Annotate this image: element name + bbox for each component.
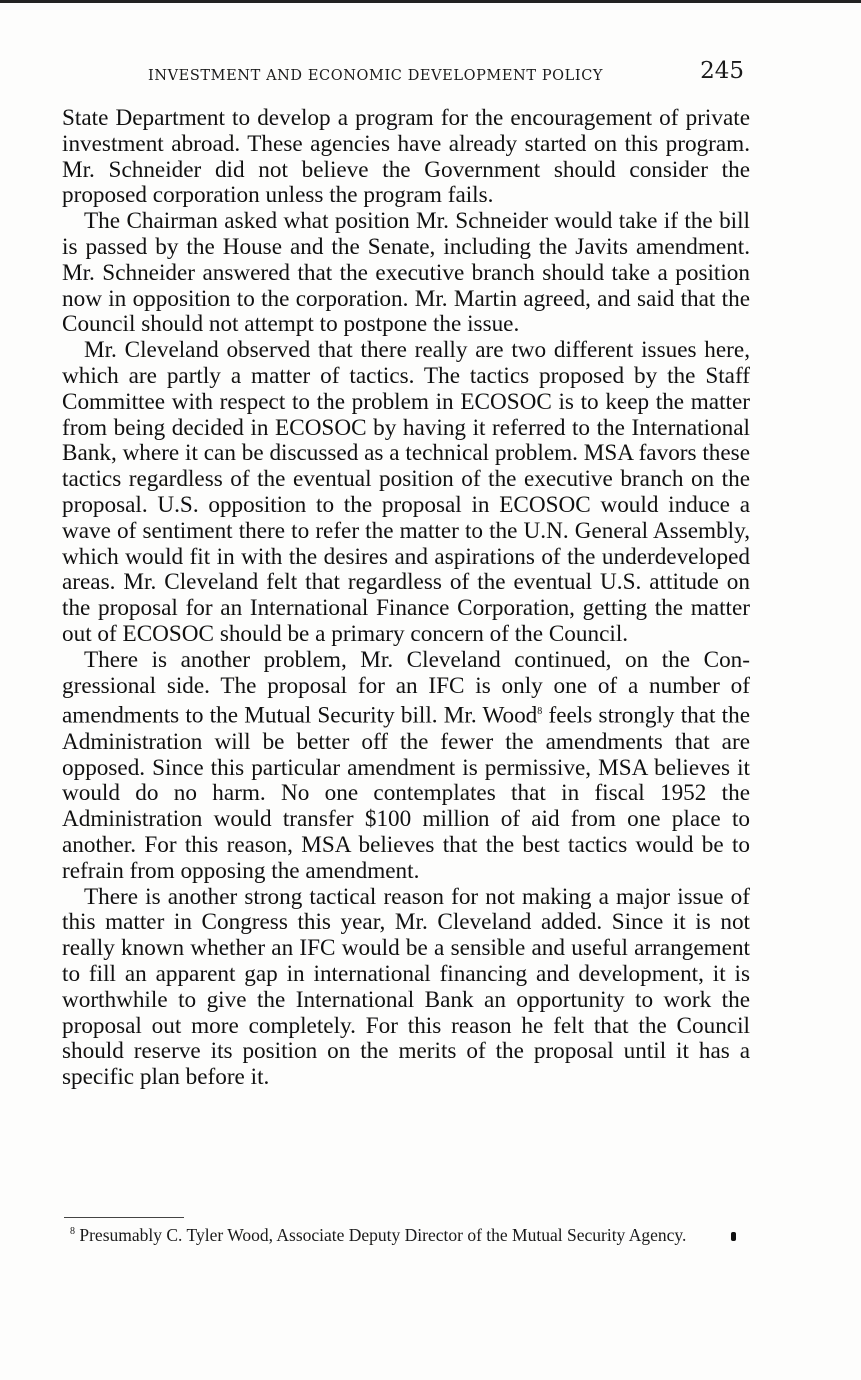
paragraph-2: The Chairman asked what position Mr. Schneider would take if the bill is passed by the House and the Senate, including the Javits amendment. Mr. Schneider answered that the executive branch should take a position now in opposition to the corporation. Mr. Martin agreed, and said that the Council should not attempt to postpone the issue. — [62, 208, 750, 338]
footnote-divider — [64, 1217, 184, 1218]
footnote-marker: 8 — [70, 1226, 75, 1237]
footnote — [70, 1221, 750, 1246]
body-text — [62, 106, 750, 1091]
footnote-reference: 8 — [537, 706, 543, 718]
ink-blot — [731, 1232, 736, 1241]
paragraph-5: There is another strong tactical reason for not making a major issue of this matter in Congress this year, Mr. Cleveland added. Since it is not really known whether an IFC would be a sensible and useful arrangement to fill an apparent gap in international financing and development, it is worthwhile to give the International Bank an opportunity to work the proposal out more completely. For this reason he felt that the Council should reserve its position on the merits of the proposal until it has a specific plan before it. — [62, 883, 750, 1091]
running-header — [62, 58, 750, 92]
footnote-text: Presumably C. Tyler Wood, Associate Deputy Director of the Mutual Security Agency. — [79, 1224, 687, 1245]
paragraph-4 — [62, 648, 750, 885]
paragraph-4-part-1: There is another problem, Mr. Cleveland continued, on the Congressional side. The proposal for an IFC is only one of a number of amendments to the Mutual Security bill. Mr. Wood — [62, 646, 750, 730]
paragraph-4-part-2: feels strongly that the Administration will be better off the fewer the amendments that are opposed. Since this particular amendment is permissive, MSA believes it would do no harm. No one contemplates that in fiscal 1952 the Administration would transfer $100 million of aid from one place to another. For this reason, MSA believes that the best tactics would be to refrain from opposing the amendment. — [62, 703, 751, 884]
paragraph-1: State Department to develop a program for the encouragement of private investment abroad. These agencies have already started on this program. Mr. Schneider did not believe the Government should consider the proposed corporation unless the program fails. — [62, 105, 750, 209]
page-number: 245 — [700, 58, 744, 84]
paragraph-3: Mr. Cleveland observed that there really are two different issues here, which are partly a matter of tactics. The tactics proposed by the Staff Committee with respect to the problem in ECOSOC is to keep the matter from being decided in ECOSOC by having it referred to the International Bank, where it can be discussed as a technical problem. MSA favors these tactics regardless of the eventual position of the executive branch on the proposal. U.S. opposition to the proposal in ECOSOC would induce a wave of sentiment there to refer the matter to the U.N. General Assembly, which would fit in with the desires and aspirations of the underdeveloped areas. Mr. Cleveland felt that regardless of the eventual U.S. attitude on the proposal for an International Finance Corporation, getting the matter out of ECOSOC should be a primary concern of the Council. — [62, 337, 750, 647]
running-title: INVESTMENT AND ECONOMIC DEVELOPMENT POLICY — [148, 68, 604, 84]
